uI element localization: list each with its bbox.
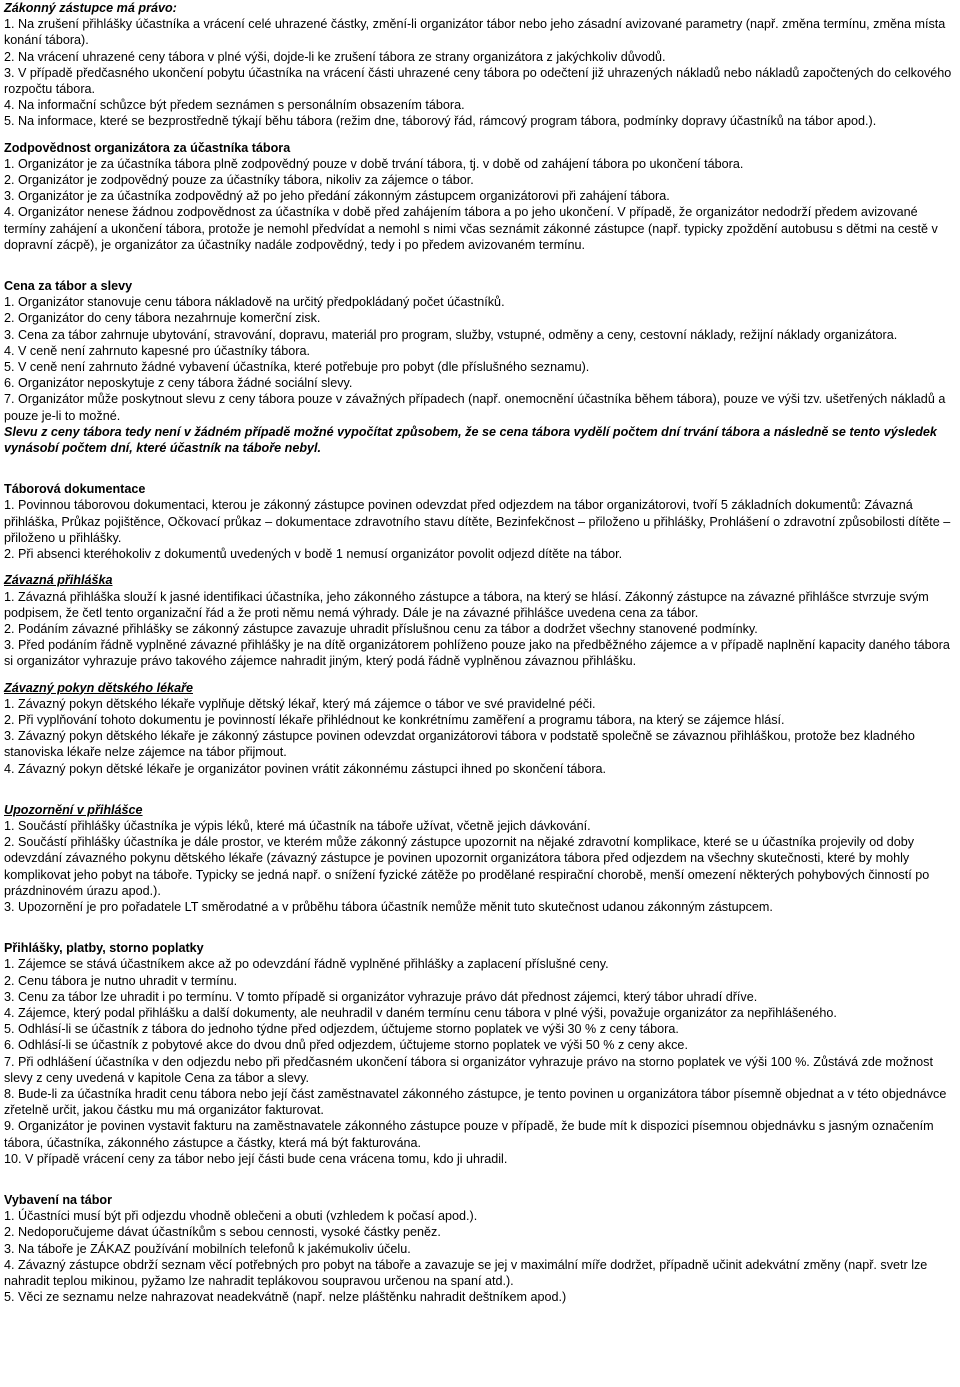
section-organizer-responsibility	[4, 140, 956, 253]
list-item: 4. Organizátor nenese žádnou zodpovědnost za účastníka v době před zahájením tábora a po jeho ukončení. V případě, že organizátor nedodrží předem avizované termíny zahájení a ukončení tábora, protože je nemohl předvídat a nemohl s nimi včas seznámit zákonné zástupce (např. typicky zpoždění autobusu s dětmi na cestě v dopravní zácpě), je organizátor za účastníky nadále zodpovědný, tedy i po předem avizovaném termínu.	[4, 205, 938, 252]
list-item: 2. Podáním závazné přihlášky se zákonný zástupce zavazuje uhradit příslušnou cenu za tábor a dodržet všechny stanovené podmínky.	[4, 621, 758, 636]
list-item: 4. Závazný pokyn dětské lékaře je organizátor povinen vrátit zákonnému zástupci ihned po skončení tábora.	[4, 761, 607, 776]
list-item: 2. Organizátor do ceny tábora nezahrnuje komerční zisk.	[4, 311, 321, 326]
list-item: 6. Organizátor neposkytuje z ceny tábora žádné sociální slevy.	[4, 376, 353, 391]
list-item: 2. Na vrácení uhrazené ceny tábora v plné výši, dojde-li ke zrušení tábora ze strany organizátora z jakýchkoliv důvodů.	[4, 49, 666, 64]
list-item: 5. Odhlásí-li se účastník z tábora do jednoho týdne před odjezdem, účtujeme storno poplatek ve výši 30 % z ceny tábora.	[4, 1022, 679, 1037]
section-title: Zákonný zástupce má právo:	[4, 1, 177, 15]
section-pediatrician-instruction	[4, 680, 956, 777]
list-item: 1. Závazný pokyn dětského lékaře vyplňuje dětský lékař, který má zájemce o tábor ve své pravidelné péči.	[4, 696, 596, 711]
list-item: 3. V případě předčasného ukončení pobytu účastníka na vrácení části uhrazené ceny tábora po odečtení již uhrazených nákladů nebo nákladů započtených do celkového rozpočtu tábora.	[4, 65, 952, 97]
list-item: 7. Organizátor může poskytnout slevu z ceny tábora pouze v závažných případech (např. onemocnění účastníka během tábora), pouze ve výši tzv. ušetřených nákladů a pouze je-li to možné.	[4, 392, 946, 423]
list-item: 3. Cenu za tábor lze uhradit i po termínu. V tomto případě si organizátor vyhrazuje právo dát přednost zájemci, který tábor uhradí dříve.	[4, 989, 758, 1004]
section-legal-guardian-rights	[4, 0, 956, 130]
list-item: 1. Organizátor je za účastníka tábora plně zodpovědný pouze v době trvání tábora, tj. v době od zahájení tábora po ukončení tábora.	[4, 156, 744, 171]
list-item: 3. Organizátor je za účastníka zodpovědný až po jeho předání zákonným zástupcem organizátorovi při zahájení tábora.	[4, 189, 670, 204]
section-title: Vybavení na tábor	[4, 1193, 113, 1207]
list-item: 1. Součástí přihlášky účastníka je výpis léků, které má účastník na táboře užívat, včetně jejich dávkování.	[4, 818, 591, 833]
list-item: 2. Součástí přihlášky účastníka je dále prostor, ve kterém může zákonný zástupce upozornit na nějaké zdravotní komplikace, které se u účastníka projevily od doby odevzdání závazného pokynu dětského lékaře (závazný zástupce je povinen upozornit organizátora tábora před odjezdem na všechny skutečnosti, které by mohly komplikovat jeho pobyt na táboře. Typicky se jedná např. o snížení fyzické zátěže po prodělané respirační chorobě, menší omezení některých pohybových činností po prázdninovém úrazu apod.).	[4, 835, 930, 898]
list-item: 6. Odhlásí-li se účastník z pobytové akce do dvou dnů před odjezdem, účtujeme storno poplatek ve výši 50 % z ceny akce.	[4, 1038, 688, 1053]
section-title: Táborová dokumentace	[4, 482, 146, 497]
list-item: 2. Organizátor je zodpovědný pouze za účastníky tábora, nikoliv za zájemce o tábor.	[4, 173, 474, 188]
list-item: 8. Bude-li za účastníka hradit cenu tábora nebo její část zaměstnavatel zákonného zástupce, je tento povinen u organizátora tábor písemně objednat a v této objednávce zřetelně určit, jakou částku mu má organizátor fakturovat.	[4, 1086, 947, 1118]
list-item: 5. Věci ze seznamu nelze nahrazovat neadekvátně (např. nelze pláštěnku nahradit deštníkem apod.)	[4, 1290, 567, 1305]
list-item: 3. Závazný pokyn dětského lékaře je zákonný zástupce povinen odevzdat organizátorovi tábora v podstatě společně se závaznou přihláškou, protože bez kladného stanoviska lékaře nelze zájemce na tábor přijmout.	[4, 729, 915, 760]
list-item: 5. Na informace, které se bezprostředně týkají běhu tábora (režim dne, táborový řád, rámcový program tábora, podmínky dopravy účastníků na tábor apod.).	[4, 114, 877, 129]
list-item: 2. Při absenci kteréhokoliv z dokumentů uvedených v bodě 1 nemusí organizátor povolit odjezd dítěte na tábor.	[4, 547, 623, 562]
emphasis-note: Slevu z ceny tábora tedy není v žádném případě možné vypočítat způsobem, že se cena tábora vydělí počtem dní trvání tábora a následně se tento výsledek vynásobí počtem dní, které účastník na táboře nebyl.	[4, 424, 937, 456]
section-camp-equipment	[4, 1192, 956, 1305]
section-binding-application	[4, 572, 956, 669]
list-item: 3. Cena za tábor zahrnuje ubytování, stravování, dopravu, materiál pro program, služby, vstupné, odměny a ceny, cestovní náklady, režijní náklady organizátora.	[4, 327, 898, 342]
list-item: 3. Upozornění je pro pořadatele LT směrodatné a v průběhu tábora účastník nemůže měnit tuto skutečnost udanou zákonným zástupcem.	[4, 899, 773, 914]
section-title: Závazná přihláška	[4, 573, 113, 588]
list-item: 7. Při odhlášení účastníka v den odjezdu nebo při předčasném ukončení tábora si organizátor vyhrazuje právo na storno poplatek ve výši 100 %. Zůstává zde možnost slevy z ceny uvedená v kapitole Cena za tábor a slevy.	[4, 1054, 933, 1085]
section-camp-documentation	[4, 481, 956, 562]
section-applications-payments-cancellation	[4, 940, 956, 1167]
list-item: 1. Povinnou táborovou dokumentaci, kterou je zákonný zástupce povinen odevzdat před odjezdem na tábor organizátorovi, tvoří 5 základních dokumentů: Závazná přihláška, Průkaz pojištěnce, Očkovací průkaz – dokumentace zdravotního stavu dítěte, Bezinfekčnost – přiloženo u přihlášky, Prohlášení o zdravotní způsobilosti dítěte – přiloženo u přihlášky.	[4, 498, 951, 545]
list-item: 10. V případě vrácení ceny za tábor nebo její části bude cena vrácena tomu, kdo ji uhradil.	[4, 1151, 508, 1166]
list-item: 1. Závazná přihláška slouží k jasné identifikaci účastníka, jeho zákonného zástupce a tábora, na který se hlásí. Zákonný zástupce na závazné přihlášce stvrzuje svým podpisem, že četl tento organizační řád a že proti němu nemá výhrady. Dále je na závazné přihlášce uvedena cena za tábor.	[4, 589, 929, 620]
list-item: 1. Zájemce se stává účastníkem akce až po odevzdání řádně vyplněné přihlášky a zaplacení příslušné ceny.	[4, 957, 609, 972]
list-item: 4. V ceně není zahrnuto kapesné pro účastníky tábora.	[4, 343, 310, 358]
list-item: 1. Organizátor stanovuje cenu tábora nákladově na určitý předpokládaný počet účastníků.	[4, 295, 505, 310]
section-title: Zodpovědnost organizátora za účastníka tábora	[4, 140, 291, 155]
list-item: 1. Na zrušení přihlášky účastníka a vrácení celé uhrazené částky, změní-li organizátor tábor nebo jeho zásadní avizované parametry (např. změna termínu, změna místa konání tábora).	[4, 17, 946, 48]
list-item: 3. Na táboře je ZÁKAZ používání mobilních telefonů k jakémukoliv účelu.	[4, 1241, 411, 1256]
list-item: 4. Závazný zástupce obdrží seznam věcí potřebných pro pobyt na táboře a zavazuje se jej v maximální míře dodržet, případně učinit adekvátní změny (např. svetr lze nahradit teplou mikinou, pyžamo lze nahradit teplákovou soupravou určenou na spaní atd.).	[4, 1257, 928, 1289]
section-application-notice	[4, 802, 956, 915]
list-item: 1. Účastníci musí být při odjezdu vhodně oblečeni a obuti (vzhledem k počasí apod.).	[4, 1209, 478, 1224]
list-item: 4. Zájemce, který podal přihlášku a další dokumenty, ale neuhradil v daném termínu cenu tábora v plné výši, považuje organizátor za nepřihlášeného.	[4, 1005, 837, 1020]
section-title: Cena za tábor a slevy	[4, 279, 133, 294]
section-price-and-discounts	[4, 278, 956, 456]
list-item: 2. Nedoporučujeme dávat účastníkům s sebou cennosti, vysoké částky peněz.	[4, 1225, 441, 1240]
list-item: 2. Cenu tábora je nutno uhradit v termínu.	[4, 973, 238, 988]
list-item: 2. Při vyplňování tohoto dokumentu je povinností lékaře přihlédnout ke konkrétnímu zaměření a programu tábora, na který se zájemce hlásí.	[4, 712, 785, 727]
section-title: Upozornění v přihlášce	[4, 802, 143, 817]
section-title: Závazný pokyn dětského lékaře	[4, 680, 193, 695]
list-item: 3. Před podáním řádně vyplněné závazné přihlášky je na dítě organizátorem pohlíženo pouze jako na předběžného zájemce a v případě naplnění kapacity daného tábora si organizátor vyhrazuje právo takového zájemce nahradit jiným, který podá řádně vyplněnou závaznou přihlášku.	[4, 638, 950, 669]
list-item: 5. V ceně není zahrnuto žádné vybavení účastníka, které potřebuje pro pobyt (dle příslušného seznamu).	[4, 360, 590, 375]
section-title: Přihlášky, platby, storno poplatky	[4, 941, 204, 956]
list-item: 9. Organizátor je povinen vystavit fakturu na zaměstnavatele zákonného zástupce pouze v případě, že bude mít k dispozici písemnou objednávku s jasným označením tábora, účastníka, zákonného zástupce a částky, která má být fakturována.	[4, 1119, 934, 1150]
list-item: 4. Na informační schůzce být předem seznámen s personálním obsazením tábora.	[4, 98, 465, 113]
